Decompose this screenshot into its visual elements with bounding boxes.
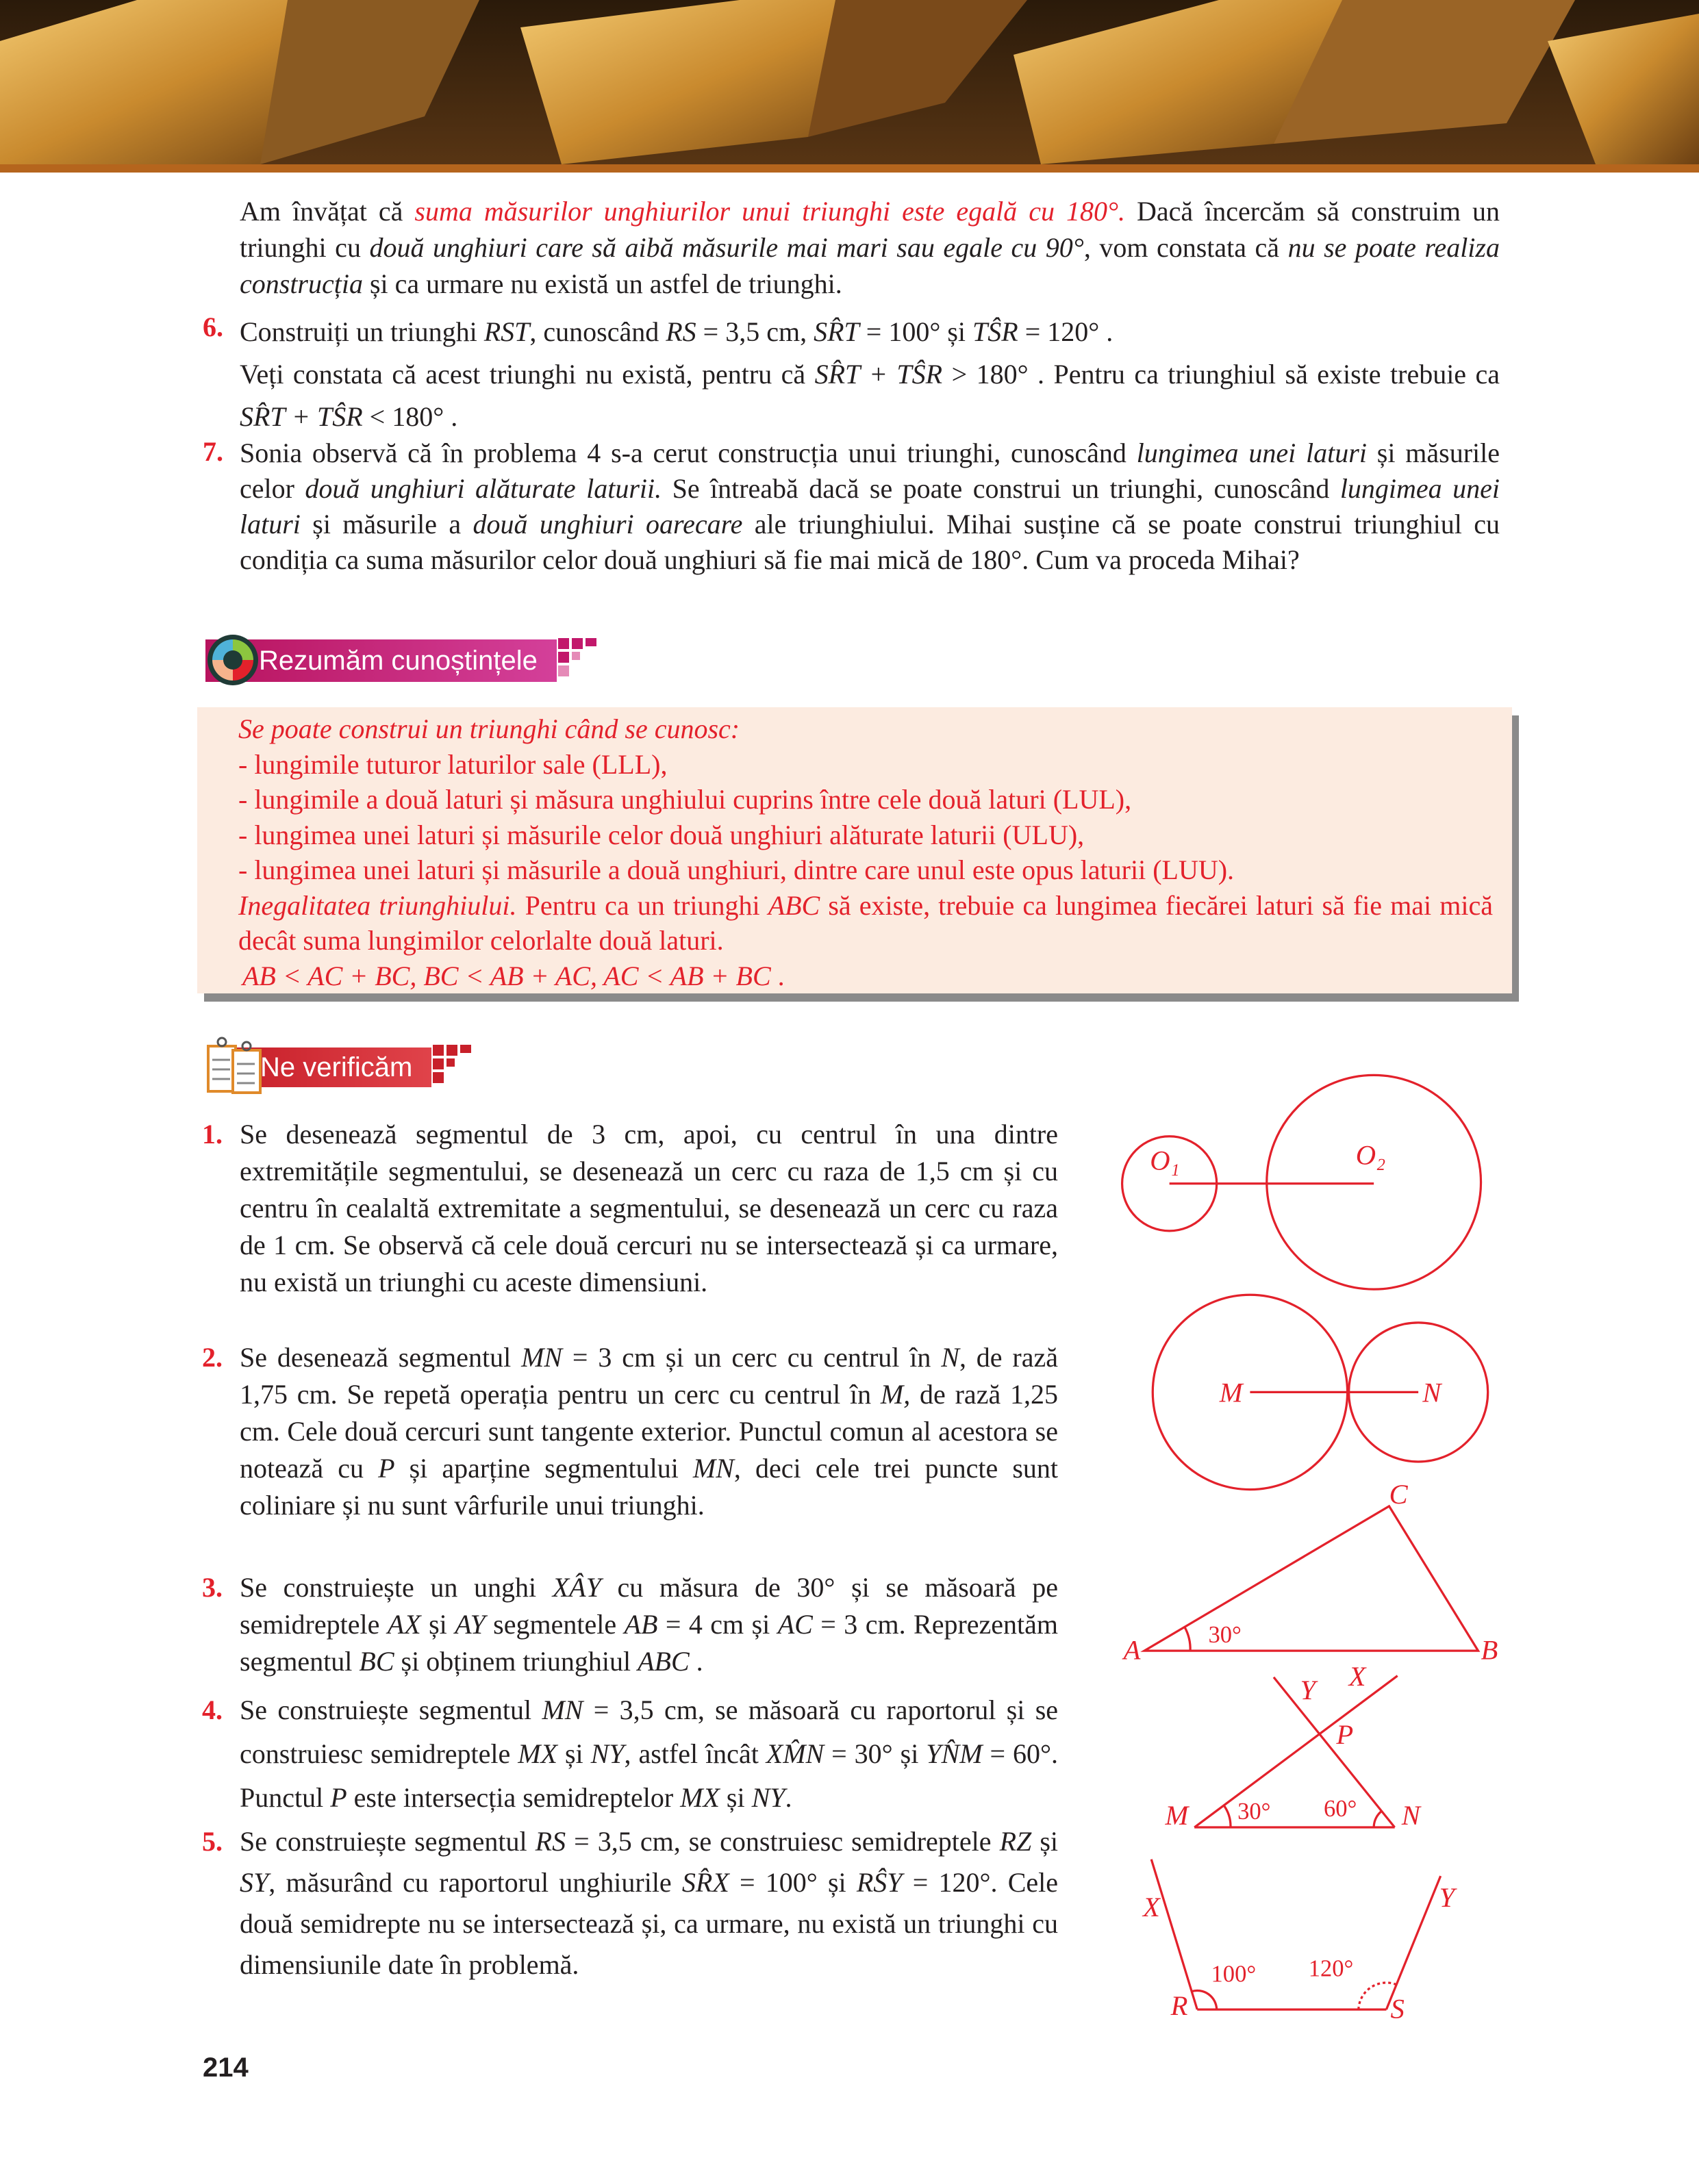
angle-s-label: 120° xyxy=(1308,1955,1354,1982)
text-segment: = 3,5 cm, se măsoară cu raportorul și se construiesc semidreptele xyxy=(240,1694,1059,1769)
problem-6-number: 6. xyxy=(203,312,223,342)
summary-item-lll: - lungimile tuturor laturilor sale (LLL), xyxy=(238,748,668,780)
text-segment: NY xyxy=(751,1782,785,1813)
text-segment: două unghiuri oarecare xyxy=(473,509,743,539)
text-segment: SR̂T + TŜR xyxy=(240,401,363,432)
text-segment: și măsurile celor xyxy=(240,437,1500,504)
exercise-5 xyxy=(202,1821,1059,1985)
text-segment: N xyxy=(941,1342,959,1373)
text-segment: . xyxy=(689,1646,703,1677)
text-segment: MN xyxy=(542,1694,583,1725)
summary-banner-label: Rezumăm cunoștințele xyxy=(205,639,557,682)
summary-item-lul: - lungimile a două laturi și măsura unghiului cuprins între cele două laturi (LUL), xyxy=(238,784,1132,815)
label-y: Y xyxy=(1439,1881,1455,1913)
text-segment: lungimea unei laturi xyxy=(240,473,1500,539)
label-r: R xyxy=(1170,1990,1188,2022)
text-segment: = 3,5 cm, se construiesc semidreptele xyxy=(566,1826,1000,1857)
label-o2: O₂ xyxy=(1355,1139,1386,1171)
exercise-number: 4. xyxy=(202,1694,223,1725)
text-segment: și xyxy=(557,1738,591,1769)
text-segment: RS xyxy=(535,1826,566,1857)
text-segment: SY xyxy=(240,1867,269,1898)
triangle-inequality-text xyxy=(238,888,1493,958)
text-segment: . xyxy=(770,960,785,991)
text-segment: AB xyxy=(624,1609,658,1640)
label-a: A xyxy=(1123,1634,1141,1666)
text-segment: SR̂X xyxy=(681,1867,729,1898)
text-segment: XÂY xyxy=(552,1572,601,1603)
text-segment: P xyxy=(378,1453,395,1484)
text-segment: Se construiește segmentul xyxy=(240,1694,542,1725)
exercise-number: 2. xyxy=(202,1342,223,1373)
text-segment: TŜR xyxy=(972,316,1018,347)
triangle-inequality-formula xyxy=(238,958,1493,994)
label-n: N xyxy=(1401,1799,1420,1831)
label-m: M xyxy=(1165,1799,1189,1831)
text-segment: AY xyxy=(455,1609,486,1640)
text-segment: SR̂T + TŜR xyxy=(814,359,943,390)
text-segment: = 120° . xyxy=(1018,316,1113,347)
label-x: X xyxy=(1143,1892,1160,1923)
text-segment: , deci cele trei puncte sunt coliniare și nu sunt vârfurile unui triunghi. xyxy=(240,1453,1058,1521)
text-segment: ale triunghiului. Mihai susține că se poate construi triunghiul cu condiția ca suma măsurilor celor două unghiuri să fie mai mică de 180°. Cum va proceda Mihai? xyxy=(240,509,1500,575)
text-segment: = 100° și xyxy=(859,316,972,347)
text-segment: RZ xyxy=(999,1826,1032,1857)
check-banner-label: Ne verificăm xyxy=(237,1047,431,1087)
text-segment: = 120°. Cele două semidrepte nu se intersectează și, ca urmare, nu există un triunghi cu dimensiunile date în problemă. xyxy=(240,1867,1059,1980)
exercise-4 xyxy=(202,1688,1059,1820)
text-segment: . xyxy=(785,1782,792,1813)
figure-4-triangle-mnp xyxy=(1165,1661,1422,1831)
text-segment: și xyxy=(719,1782,752,1813)
text-segment: = 4 cm și xyxy=(657,1609,778,1640)
figure-2-tangent-circles xyxy=(1153,1295,1487,1489)
squares-decoration-icon xyxy=(557,637,612,685)
text-segment: Se desenează segmentul xyxy=(240,1342,522,1373)
figures-panel xyxy=(1096,1068,1548,2040)
angle-m-label: 30° xyxy=(1237,1798,1271,1825)
label-n: N xyxy=(1422,1377,1442,1408)
figure-5-rays-rs xyxy=(1142,1859,1458,2024)
angle-arc-n xyxy=(1374,1811,1382,1827)
text-segment: M, xyxy=(880,1379,911,1410)
text-segment: și aparține segmentului xyxy=(394,1453,693,1484)
label-y: Y xyxy=(1300,1675,1316,1706)
figure-3-triangle-abc xyxy=(1122,1479,1498,1665)
text-segment: și măsurile a xyxy=(300,509,473,539)
summary-box xyxy=(197,707,1512,993)
angle-n-label: 60° xyxy=(1324,1795,1357,1822)
text-segment: , astfel încât xyxy=(624,1738,766,1769)
exercise-number: 1. xyxy=(202,1119,223,1150)
summary-heading: Se poate construi un triunghi când se cunosc: xyxy=(238,713,740,744)
exercise-number: 5. xyxy=(202,1826,223,1857)
label-p: P xyxy=(1336,1719,1354,1751)
text-segment: > 180° . Pentru ca triunghiul să existe trebuie ca xyxy=(942,359,1500,390)
text-segment: = 3 cm și un cerc cu centrul în xyxy=(562,1342,942,1373)
text-segment: AC xyxy=(777,1609,813,1640)
text-segment: nu se poate realiza construcția xyxy=(240,232,1500,299)
text-segment: și ca urmare nu există un astfel de triunghi. xyxy=(362,268,842,299)
text-segment: să existe, trebuie ca lungimea fiecărei laturi să fie mai mică decât suma lungimilor celorlalte două laturi. xyxy=(238,889,1493,956)
text-segment: Sonia observă că în problema 4 s-a cerut construcția unui triunghi, cunoscând xyxy=(240,437,1137,468)
text-segment: , vom constata că xyxy=(1083,232,1288,263)
text-segment: ABC xyxy=(638,1646,690,1677)
exercise-1 xyxy=(202,1116,1058,1301)
exercise-text xyxy=(240,1688,1058,1820)
exercise-text xyxy=(240,1339,1058,1524)
text-segment: , cunoscând xyxy=(529,316,666,347)
text-segment: Construiți un triunghi xyxy=(240,316,484,347)
exercise-2 xyxy=(202,1339,1058,1524)
text-segment: Inegalitatea triunghiului. xyxy=(238,889,517,921)
text-segment: de rază 1,25 cm. Cele două cercuri sunt tangente exterior. Punctul comun al acestora se notează cu xyxy=(240,1379,1058,1484)
ray-sy xyxy=(1386,1876,1440,2009)
text-segment: , măsurând cu raportorul unghiurile xyxy=(268,1867,682,1898)
ray-rx xyxy=(1151,1859,1197,2009)
ray-mx xyxy=(1194,1676,1397,1827)
text-segment: YN̂M xyxy=(926,1738,983,1769)
text-segment: AX xyxy=(387,1609,421,1640)
text-segment: și xyxy=(1031,1826,1059,1857)
text-segment: și xyxy=(420,1609,455,1640)
label-b: B xyxy=(1481,1634,1498,1666)
text-segment: lungimea unei laturi xyxy=(1136,437,1367,468)
text-segment: două unghiuri care să aibă măsurile mai mari sau egale cu 90° xyxy=(369,232,1084,263)
exercise-number: 3. xyxy=(202,1572,223,1603)
triangle-abc xyxy=(1144,1506,1478,1651)
text-segment: Se construiește segmentul xyxy=(240,1826,536,1857)
text-segment: două unghiuri alăturate laturii. xyxy=(305,473,662,504)
text-segment: RS xyxy=(666,316,696,347)
text-segment: Se întreabă dacă se poate construi un triunghi, cunoscând xyxy=(662,473,1340,504)
text-segment: Pentru ca un triunghi xyxy=(516,889,768,921)
circle-o2 xyxy=(1267,1075,1481,1289)
text-segment: RST xyxy=(483,316,530,347)
label-x: X xyxy=(1348,1660,1366,1692)
text-segment: Dacă încercăm să construim un triunghi cu xyxy=(240,196,1500,263)
label-s: S xyxy=(1390,1993,1405,2024)
problem-6-statement xyxy=(240,311,1500,353)
text-segment: MN xyxy=(521,1342,563,1373)
text-segment: SR̂T xyxy=(814,316,859,347)
exercise-text xyxy=(240,1821,1058,1985)
text-segment: = 30° și xyxy=(824,1738,927,1769)
text-segment: = 100° și xyxy=(729,1867,857,1898)
text-segment: MX xyxy=(518,1738,557,1769)
squares-decoration-icon xyxy=(431,1043,486,1091)
angle-a-label: 30° xyxy=(1208,1621,1242,1648)
text-segment: Se construiește un unghi xyxy=(240,1572,553,1603)
text-segment: BC xyxy=(359,1646,394,1677)
page-number: 214 xyxy=(203,2053,249,2083)
angle-arc-a xyxy=(1185,1627,1190,1651)
text-segment: < 180° . xyxy=(362,401,458,432)
problem-6-explanation xyxy=(240,353,1500,438)
text-segment: Veți constata că acest triunghi nu există, pentru că xyxy=(240,359,815,390)
text-segment: = 3,5 cm, xyxy=(696,316,814,347)
exercise-text xyxy=(240,1569,1058,1680)
exercise-text xyxy=(240,1116,1058,1301)
angle-r-label: 100° xyxy=(1211,1961,1257,1988)
text-segment: Se desenează segmentul de 3 cm, apoi, cu centrul în una dintre extremitățile segmentului, se desenează un cerc cu raza de 1,5 cm și cu centru în cealaltă extremitate a segmentului, se desenează un cerc cu raza de 1 cm. Se observă că cele două cercuri nu se intersectează și ca urmare, nu există un triunghi cu aceste dimensiuni. xyxy=(240,1119,1058,1297)
text-segment: AB < AC + BC, BC < AB + AC, AC < AB + BC xyxy=(242,960,771,991)
text-segment: Am învățat că xyxy=(240,196,415,227)
text-segment: este intersecția semidreptelor xyxy=(347,1782,681,1813)
clipboard-checklist-icon xyxy=(205,1037,271,1095)
label-c: C xyxy=(1389,1478,1408,1510)
text-segment: XM̂N xyxy=(766,1738,825,1769)
angle-arc-m xyxy=(1224,1805,1231,1827)
summary-item-ulu: - lungimea unei laturi și măsurile celor două unghiuri alăturate laturii (ULU), xyxy=(238,819,1085,850)
label-m: M xyxy=(1219,1377,1243,1408)
check-banner xyxy=(205,1043,486,1091)
problem-7-statement xyxy=(240,435,1500,578)
text-segment: P xyxy=(330,1782,347,1813)
cycle-icon xyxy=(205,633,260,687)
text-segment: ABC xyxy=(768,889,820,921)
text-segment: suma măsurilor unghiurilor unui triunghi este egală cu 180°. xyxy=(414,196,1125,227)
label-o1: O₁ xyxy=(1150,1145,1180,1176)
summary-item-luu: - lungimea unei laturi și măsurile a două unghiuri, dintre care unul este opus laturii (LUU). xyxy=(238,854,1235,885)
text-segment: segmentele xyxy=(485,1609,625,1640)
figure-1-circles xyxy=(1122,1075,1481,1289)
summary-banner xyxy=(205,637,612,685)
text-segment: cu măsura de 30° și se măsoară pe semidreptele xyxy=(240,1572,1059,1640)
text-segment: și obținem triunghiul xyxy=(394,1646,638,1677)
exercise-3 xyxy=(202,1569,1059,1680)
header-cubes-image xyxy=(0,0,1699,173)
text-segment: = 3 cm. Reprezentăm segmentul xyxy=(240,1609,1059,1677)
problem-7-number: 7. xyxy=(203,436,223,467)
text-segment: RŜY xyxy=(856,1867,903,1898)
text-segment: = 60°. Punctul xyxy=(240,1738,1059,1813)
text-segment: NY xyxy=(590,1738,625,1769)
intro-paragraph xyxy=(240,193,1500,302)
text-segment: MX xyxy=(680,1782,720,1813)
text-segment: MN xyxy=(692,1453,734,1484)
text-segment: , de rază 1,75 cm. Se repetă operația pentru un cerc cu centrul în xyxy=(240,1342,1058,1410)
